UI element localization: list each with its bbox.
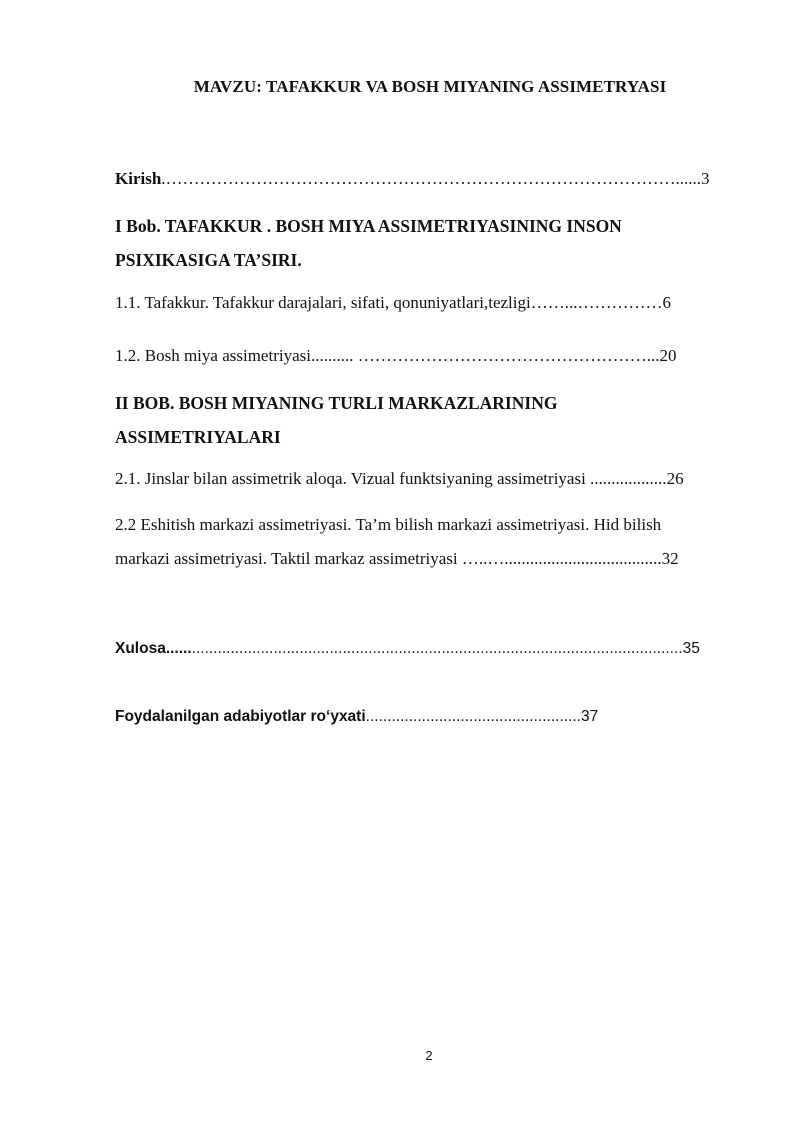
toc-2-1-page: 26 — [666, 469, 684, 488]
toc-chapter-2[interactable] — [115, 386, 735, 454]
toc-intro-dots: .………………………………………………………………………………...... — [161, 169, 702, 188]
toc-2-2-line2 — [115, 542, 740, 576]
toc-conclusion-dots: .................................................................................................................. — [191, 640, 683, 657]
toc-2-2-line1: 2.2 Eshitish markazi assimetriyasi. Ta’m bilish markazi assimetriyasi. Hid bilish — [115, 515, 662, 534]
toc-entry-1-2[interactable] — [115, 346, 740, 366]
toc-1-1-page: 6 — [662, 293, 671, 312]
toc-chapter-2-line1: II BOB. BOSH MIYANING TURLI MARKAZLARINING — [115, 393, 558, 413]
toc-chapter-1-line2: PSIXIKASIGA TA’SIRI. — [115, 250, 302, 270]
toc-chapter-2-line2: ASSIMETRIYALARI — [115, 427, 281, 447]
toc-2-1-text: 2.1. Jinslar bilan assimetrik aloqa. Vizual funktsiyaning assimetriyasi .................. — [115, 469, 667, 488]
toc-conclusion-label: Xulosa...... — [115, 640, 192, 657]
toc-entry-conclusion[interactable] — [115, 640, 740, 658]
toc-entry-references[interactable] — [115, 708, 740, 726]
page-title: MAVZU: TAFAKKUR VA BOSH MIYANING ASSIMETRYASI — [193, 77, 667, 96]
toc-chapter-1-line1: I Bob. TAFAKKUR . BOSH MIYA ASSIMETRIYASINING INSON — [115, 216, 622, 236]
toc-references-dots: .................................................. — [365, 708, 581, 725]
toc-2-2-page: 32 — [661, 549, 679, 568]
toc-2-2-text: markazi assimetriyasi. Taktil markaz assimetriyasi …..…..................................... — [115, 549, 662, 568]
toc-entry-2-2[interactable] — [115, 508, 740, 576]
toc-intro-page: 3 — [701, 169, 710, 188]
toc-references-label: Foydalanilgan adabiyotlar ro‘yxati — [115, 708, 366, 725]
toc-1-2-page: 20 — [659, 346, 677, 365]
toc-entry-1-1[interactable] — [115, 293, 740, 313]
toc-entry-2-1[interactable] — [115, 469, 740, 489]
toc-1-1-text: 1.1. Tafakkur. Tafakkur darajalari, sifati, qonuniyatlari,tezligi……...…………… — [115, 293, 663, 312]
toc-1-2-text: 1.2. Bosh miya assimetriyasi.......... ……………………………………………... — [115, 346, 660, 365]
toc-conclusion-page: 35 — [682, 640, 700, 657]
page-number: 2 — [425, 1048, 433, 1063]
toc-chapter-1[interactable] — [115, 209, 735, 277]
toc-references-page: 37 — [580, 708, 599, 725]
toc-entry-intro[interactable] — [115, 169, 740, 189]
toc-intro-label: Kirish — [115, 169, 162, 188]
